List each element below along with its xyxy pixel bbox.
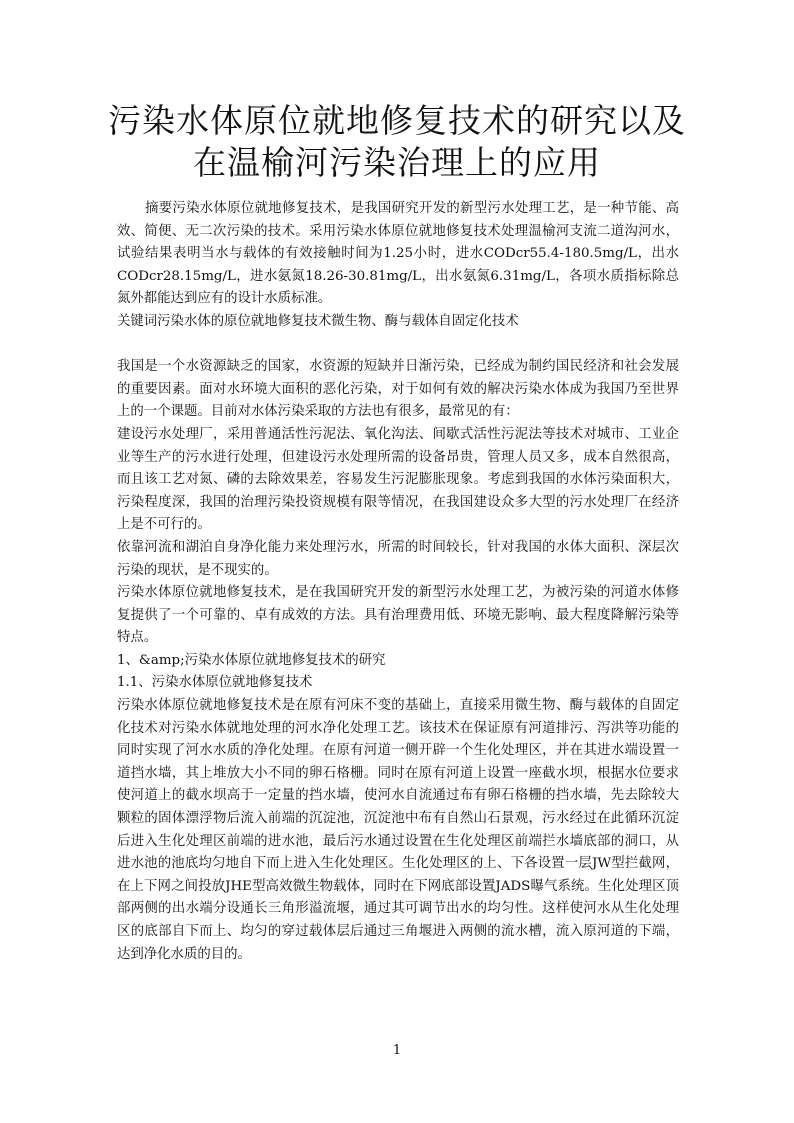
document-title-line-1: 污染水体原位就地修复技术的研究以及: [108, 101, 686, 140]
document-title-line-2: 在温榆河污染治理上的应用: [193, 143, 601, 182]
subsection-heading-1-1: 1.1、污染水体原位就地修复技术: [117, 675, 313, 691]
body-paragraph-4: 污染水体原位就地修复技术，是在我国研究开发的新型污水处理工艺，为被污染的河道水体修复提供了一个可靠的、卓有成效的方法。具有治理费用低、环境无影响、最大程度降解污染等特点。: [117, 585, 679, 646]
page-number: 1: [392, 1043, 402, 1058]
body-paragraph-5: 污染水体原位就地修复技术是在原有河床不变的基础上，直接采用微生物、酶与载体的自固定化技术对污染水体就地处理的河水净化处理工艺。该技术在保证原有河道排污、泻洪等功能的同时实现了河水水质的净化处理。在原有河道一侧开辟一个生化处理区，并在其进水端设置一道挡水墙，其上堆放大小不同的卵石格栅。同时在原有河道上设置一座截水坝，根据水位要求使河道上的截水坝高于一定量的挡水墙，使河水自流通过布有卵石格栅的挡水墙，先去除较大颗粒的固体漂浮物后流入前端的沉淀池，沉淀池中布有自然山石景观，污水经过在此循环沉淀后进入生化处理区前端的进水池，最后污水通过设置在生化处理区前端拦水墙底部的洞口，从进水池的池底均匀地自下而上进入生化处理区。生化处理区的上、下各设置一层JW型拦截网，在上下网之间投放JHE型高效微生物载体，同时在下网底部设置JADS曝气系统。生化处理区顶部两侧的出水端分设通长三角形溢流堰，通过其可调节出水的均匀性。这样使河水从生化处理区的底部自下而上、均匀的穿过载体层后通过三角堰进入两侧的流水槽，流入原河道的下端，达到净化水质的目的。: [117, 698, 679, 962]
keywords-line: 关键词污染水体的原位就地修复技术微生物、酶与载体自固定化技术: [117, 313, 519, 329]
section-heading-1: 1、&amp;污染水体原位就地修复技术的研究: [117, 652, 386, 668]
document-body: [117, 198, 679, 966]
body-paragraph-1: 我国是一个水资源缺乏的国家，水资源的短缺并日渐污染，已经成为制约国民经济和社会发展的重要因素。面对水环境大面积的恶化污染，对于如何有效的解决污染水体成为我国乃至世界上的一个课题。目前对水体污染采取的方法也有很多，最常见的有：: [117, 359, 679, 420]
body-paragraph-3: 依靠河流和湖泊自身净化能力来处理污水，所需的时间较长，针对我国的水体大面积、深层次污染的现状，是不现实的。: [117, 539, 679, 578]
body-paragraph-2: 建设污水处理厂，采用普通活性污泥法、氧化沟法、间歇式活性污泥法等技术对城市、工业企业等生产的污水进行处理，但建设污水处理所需的设备昂贵，管理人员又多，成本自然很高，而且该工艺对氮、磷的去除效果差，容易发生污泥膨胀现象。考虑到我国的水体污染面积大，污染程度深，我国的治理污染投资规模有限等情况，在我国建设众多大型的污水处理厂在经济上是不可行的。: [117, 426, 679, 533]
abstract-paragraph: 摘要污染水体原位就地修复技术，是我国研究开发的新型污水处理工艺，是一种节能、高效、简便、无二次污染的技术。采用污染水体原位就地修复技术处理温榆河支流二道沟河水，试验结果表明当水与载体的有效接触时间为1.25小时，进水CODcr55.4-180.5mg/L，出水CODcr28.15mg/L，进水氨氮18.26-30.81mg/L，出水氨氮6.31mg/L，各项水质指标除总氮外都能达到应有的设计水质标准。: [117, 201, 679, 307]
paragraph-spacer: [117, 334, 679, 357]
